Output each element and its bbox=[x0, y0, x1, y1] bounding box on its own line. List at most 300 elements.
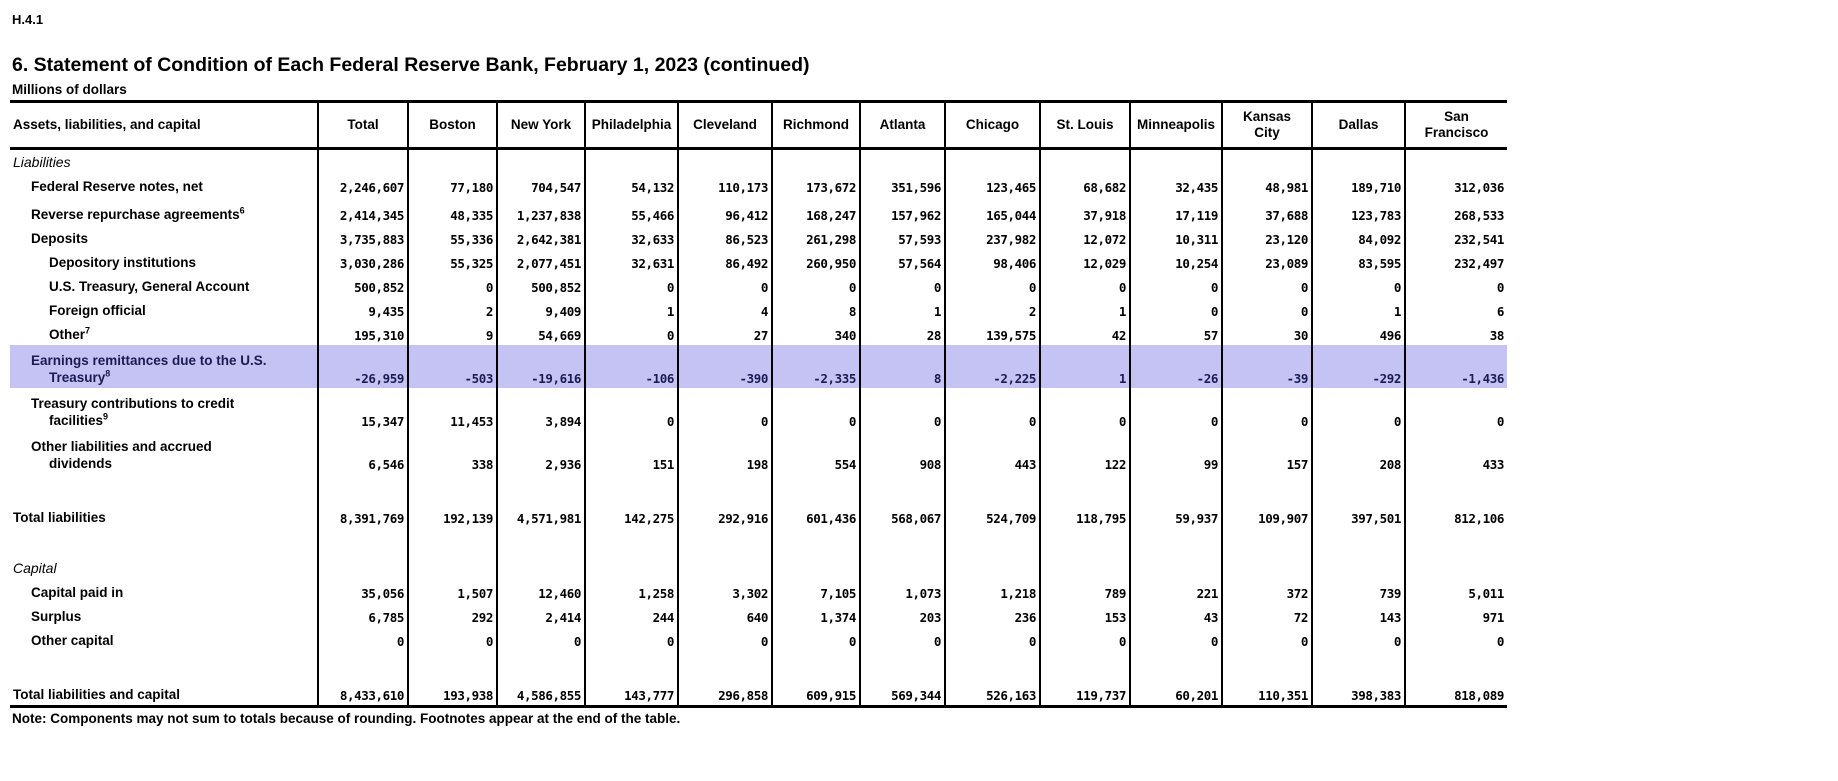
row-label bbox=[10, 474, 318, 502]
value-cell bbox=[945, 474, 1040, 502]
value-cell: 0 bbox=[585, 321, 678, 345]
value-cell bbox=[678, 474, 772, 502]
table-row bbox=[10, 474, 1507, 502]
value-cell bbox=[318, 651, 408, 679]
value-cell: 0 bbox=[1312, 388, 1405, 431]
column-header: New York bbox=[497, 102, 585, 149]
value-cell: 1,374 bbox=[772, 603, 860, 627]
value-cell: 0 bbox=[860, 627, 945, 651]
value-cell: 312,036 bbox=[1454, 180, 1504, 195]
value-cell: 157 bbox=[1222, 431, 1312, 474]
value-cell: 143 bbox=[1312, 603, 1405, 627]
value-cell bbox=[1040, 474, 1130, 502]
value-cell: 704,547 bbox=[497, 173, 585, 197]
value-cell: 123,465 bbox=[945, 173, 1040, 197]
value-cell: 1 bbox=[860, 297, 945, 321]
row-label: Treasury contributions to credit facilities$^9$ bbox=[10, 388, 318, 431]
value-cell: 57,564 bbox=[860, 249, 945, 273]
value-cell: 42 bbox=[1040, 321, 1130, 345]
value-cell: 57,593 bbox=[860, 225, 945, 249]
value-cell: 57 bbox=[1130, 321, 1222, 345]
value-cell: 8 bbox=[772, 297, 860, 321]
value-cell bbox=[1312, 474, 1405, 502]
value-cell: 292,916 bbox=[678, 502, 772, 528]
value-cell: 0 bbox=[1040, 388, 1130, 431]
value-cell bbox=[497, 149, 585, 174]
value-cell bbox=[408, 528, 497, 556]
value-cell: 1,258 bbox=[585, 579, 678, 603]
value-cell: 569,344 bbox=[860, 679, 945, 707]
value-cell bbox=[945, 556, 1040, 579]
value-cell bbox=[1312, 528, 1405, 556]
value-cell: 142,275 bbox=[585, 502, 678, 528]
column-header: St. Louis bbox=[1040, 102, 1130, 149]
value-cell: 17,119 bbox=[1130, 197, 1222, 225]
value-cell: 739 bbox=[1312, 579, 1405, 603]
value-cell bbox=[860, 474, 945, 502]
table-body bbox=[10, 149, 1507, 707]
value-cell: 789 bbox=[1040, 579, 1130, 603]
value-cell: 3,735,883 bbox=[318, 225, 408, 249]
value-cell bbox=[1405, 651, 1507, 679]
value-cell: 55,336 bbox=[408, 225, 497, 249]
value-cell: 0 bbox=[1130, 388, 1222, 431]
value-cell: 1 bbox=[1040, 345, 1130, 388]
value-cell: 524,709 bbox=[945, 502, 1040, 528]
value-cell bbox=[772, 149, 860, 174]
value-cell: 3,302 bbox=[678, 579, 772, 603]
value-cell: 397,501 bbox=[1312, 502, 1405, 528]
value-cell: 268,533 bbox=[1454, 208, 1504, 223]
value-cell bbox=[497, 651, 585, 679]
value-cell bbox=[497, 528, 585, 556]
value-cell: 143,777 bbox=[585, 679, 678, 707]
table-row bbox=[10, 528, 1507, 556]
value-cell: 0 bbox=[1312, 627, 1405, 651]
value-cell: 0 bbox=[945, 273, 1040, 297]
value-cell: 77,180 bbox=[408, 173, 497, 197]
value-cell bbox=[678, 556, 772, 579]
value-cell: -26 bbox=[1130, 345, 1222, 388]
value-cell: 118,795 bbox=[1040, 502, 1130, 528]
value-cell: 59,937 bbox=[1130, 502, 1222, 528]
value-cell: 0 bbox=[1130, 273, 1222, 297]
footnote-marker: 7 bbox=[85, 325, 91, 336]
highlighted-row bbox=[10, 345, 1507, 388]
value-cell bbox=[1222, 474, 1312, 502]
value-cell: 601,436 bbox=[772, 502, 860, 528]
value-cell: 4,571,981 bbox=[497, 502, 585, 528]
footnote-marker: 9 bbox=[103, 411, 109, 422]
value-cell: 568,067 bbox=[860, 502, 945, 528]
row-label: Liabilities bbox=[10, 149, 318, 174]
value-cell: 7,105 bbox=[772, 579, 860, 603]
value-cell: 0 bbox=[772, 627, 860, 651]
value-cell bbox=[1405, 556, 1507, 579]
value-cell: 398,383 bbox=[1312, 679, 1405, 707]
value-cell: 244 bbox=[585, 603, 678, 627]
value-cell: 12,460 bbox=[497, 579, 585, 603]
table-row bbox=[10, 249, 1507, 273]
value-cell: 0 bbox=[1222, 297, 1312, 321]
value-cell: 1 bbox=[585, 297, 678, 321]
value-cell bbox=[585, 528, 678, 556]
value-cell: 192,139 bbox=[408, 502, 497, 528]
value-cell: 9,409 bbox=[497, 297, 585, 321]
table-row bbox=[10, 502, 1507, 528]
value-cell bbox=[1040, 556, 1130, 579]
value-cell bbox=[497, 474, 585, 502]
value-cell: 0 bbox=[1222, 273, 1312, 297]
value-cell: 2,414 bbox=[497, 603, 585, 627]
value-cell: 12,072 bbox=[1040, 225, 1130, 249]
value-cell: 2,246,607 bbox=[318, 173, 408, 197]
row-label: Other liabilities and accrued dividends bbox=[10, 431, 318, 474]
value-cell: 208 bbox=[1312, 431, 1405, 474]
value-cell: 296,858 bbox=[678, 679, 772, 707]
header-row bbox=[10, 102, 1507, 149]
value-cell: 0 bbox=[1130, 627, 1222, 651]
value-cell: 260,950 bbox=[772, 249, 860, 273]
value-cell: 0 bbox=[585, 388, 678, 431]
table-row bbox=[10, 273, 1507, 297]
value-cell: 236 bbox=[945, 603, 1040, 627]
table-row bbox=[10, 173, 1507, 197]
value-cell: 38 bbox=[1489, 328, 1504, 343]
value-cell: 0 bbox=[772, 273, 860, 297]
value-cell: 6,785 bbox=[318, 603, 408, 627]
value-cell: 55,325 bbox=[408, 249, 497, 273]
row-label: Reverse repurchase agreements$^6$ bbox=[10, 197, 318, 225]
row-label: Earnings remittances due to the U.S. Treasury$^8$ bbox=[10, 345, 318, 388]
value-cell: 443 bbox=[945, 431, 1040, 474]
statement-table bbox=[10, 100, 1507, 708]
value-cell: 500,852 bbox=[497, 273, 585, 297]
value-cell: 0 bbox=[860, 388, 945, 431]
value-cell: 32,435 bbox=[1130, 173, 1222, 197]
value-cell: 193,938 bbox=[408, 679, 497, 707]
value-cell: 43 bbox=[1130, 603, 1222, 627]
value-cell bbox=[1405, 528, 1507, 556]
value-cell: 195,310 bbox=[318, 321, 408, 345]
value-cell bbox=[678, 651, 772, 679]
table-row bbox=[10, 556, 1507, 579]
value-cell: 526,163 bbox=[945, 679, 1040, 707]
value-cell: 32,631 bbox=[585, 249, 678, 273]
column-header: Dallas bbox=[1312, 102, 1405, 149]
value-cell: 0 bbox=[945, 627, 1040, 651]
value-cell bbox=[1222, 528, 1312, 556]
value-cell: 123,783 bbox=[1312, 197, 1405, 225]
value-cell: 609,915 bbox=[772, 679, 860, 707]
value-cell: 2,642,381 bbox=[497, 225, 585, 249]
value-cell bbox=[585, 474, 678, 502]
value-cell: 237,982 bbox=[945, 225, 1040, 249]
footnote-marker: 6 bbox=[239, 205, 245, 216]
value-cell: 812,106 bbox=[1454, 511, 1504, 526]
value-cell: 0 bbox=[408, 627, 497, 651]
value-cell: 98,406 bbox=[945, 249, 1040, 273]
value-cell: 139,575 bbox=[945, 321, 1040, 345]
value-cell: 157,962 bbox=[860, 197, 945, 225]
row-label: Capital paid in bbox=[10, 579, 318, 603]
row-label: Surplus bbox=[10, 603, 318, 627]
value-cell: 27 bbox=[678, 321, 772, 345]
value-cell bbox=[1222, 651, 1312, 679]
table-row bbox=[10, 388, 1507, 431]
value-cell: 54,669 bbox=[497, 321, 585, 345]
value-cell: 351,596 bbox=[860, 173, 945, 197]
value-cell: 151 bbox=[585, 431, 678, 474]
table-row bbox=[10, 679, 1507, 707]
value-cell: 84,092 bbox=[1312, 225, 1405, 249]
value-cell: 0 bbox=[678, 273, 772, 297]
value-cell: 372 bbox=[1222, 579, 1312, 603]
value-cell: 340 bbox=[772, 321, 860, 345]
value-cell bbox=[678, 149, 772, 174]
value-cell: 83,595 bbox=[1312, 249, 1405, 273]
value-cell bbox=[318, 149, 408, 174]
value-cell bbox=[1130, 651, 1222, 679]
value-cell bbox=[860, 149, 945, 174]
value-cell: 0 bbox=[1040, 627, 1130, 651]
value-cell: 9,435 bbox=[318, 297, 408, 321]
footnote-marker: 8 bbox=[105, 368, 111, 379]
value-cell: -390 bbox=[678, 345, 772, 388]
value-cell: -2,225 bbox=[945, 345, 1040, 388]
value-cell: 640 bbox=[678, 603, 772, 627]
value-cell: 0 bbox=[497, 627, 585, 651]
value-cell: 0 bbox=[1040, 273, 1130, 297]
value-cell: 0 bbox=[1496, 280, 1504, 295]
page-title: 6. Statement of Condition of Each Federal Reserve Bank, February 1, 2023 (continued) bbox=[12, 54, 810, 76]
value-cell: 8,391,769 bbox=[318, 502, 408, 528]
value-cell: 23,089 bbox=[1222, 249, 1312, 273]
row-label bbox=[10, 528, 318, 556]
value-cell: 37,688 bbox=[1222, 197, 1312, 225]
value-cell bbox=[945, 651, 1040, 679]
value-cell bbox=[585, 651, 678, 679]
column-header: Kansas City bbox=[1222, 102, 1312, 149]
value-cell: 3,894 bbox=[497, 388, 585, 431]
row-label bbox=[10, 651, 318, 679]
value-cell: 9 bbox=[408, 321, 497, 345]
value-cell bbox=[860, 651, 945, 679]
value-cell: -292 bbox=[1312, 345, 1405, 388]
value-cell: -503 bbox=[408, 345, 497, 388]
value-cell: 971 bbox=[1482, 610, 1504, 625]
table-note: Note: Components may not sum to totals because of rounding. Footnotes appear at the end of the table. bbox=[12, 711, 681, 726]
value-cell: 0 bbox=[860, 273, 945, 297]
value-cell: 1,237,838 bbox=[497, 197, 585, 225]
column-header: Total bbox=[318, 102, 408, 149]
value-cell bbox=[585, 149, 678, 174]
value-cell bbox=[1130, 474, 1222, 502]
value-cell: 0 bbox=[678, 388, 772, 431]
value-cell: 6 bbox=[1496, 304, 1504, 319]
value-cell: 2,414,345 bbox=[318, 197, 408, 225]
value-cell: 12,029 bbox=[1040, 249, 1130, 273]
value-cell: -26,959 bbox=[318, 345, 408, 388]
column-header: Cleveland bbox=[678, 102, 772, 149]
value-cell: 153 bbox=[1040, 603, 1130, 627]
value-cell bbox=[1040, 528, 1130, 556]
value-cell: 86,492 bbox=[678, 249, 772, 273]
value-cell: 10,311 bbox=[1130, 225, 1222, 249]
column-header: Boston bbox=[408, 102, 497, 149]
value-cell: 168,247 bbox=[772, 197, 860, 225]
value-cell bbox=[678, 528, 772, 556]
row-label: Other capital bbox=[10, 627, 318, 651]
value-cell bbox=[860, 556, 945, 579]
table-row bbox=[10, 225, 1507, 249]
value-cell: 122 bbox=[1040, 431, 1130, 474]
value-cell: 0 bbox=[1222, 627, 1312, 651]
row-label: Total liabilities bbox=[10, 502, 318, 528]
column-header: Richmond bbox=[772, 102, 860, 149]
value-cell: 86,523 bbox=[678, 225, 772, 249]
table-row bbox=[10, 603, 1507, 627]
value-cell bbox=[1312, 651, 1405, 679]
value-cell bbox=[945, 528, 1040, 556]
value-cell: 0 bbox=[678, 627, 772, 651]
value-cell: 1,073 bbox=[860, 579, 945, 603]
value-cell: -106 bbox=[585, 345, 678, 388]
value-cell: 35,056 bbox=[318, 579, 408, 603]
row-label: Foreign official bbox=[10, 297, 318, 321]
value-cell: 203 bbox=[860, 603, 945, 627]
value-cell bbox=[1405, 149, 1507, 174]
value-cell bbox=[772, 528, 860, 556]
value-cell bbox=[318, 528, 408, 556]
value-cell: 189,710 bbox=[1312, 173, 1405, 197]
value-cell: 221 bbox=[1130, 579, 1222, 603]
value-cell: 109,907 bbox=[1222, 502, 1312, 528]
value-cell: 0 bbox=[585, 273, 678, 297]
value-cell bbox=[408, 474, 497, 502]
column-header: San Francisco bbox=[1405, 102, 1507, 149]
value-cell: 232,497 bbox=[1454, 256, 1504, 271]
value-cell bbox=[318, 474, 408, 502]
value-cell bbox=[318, 556, 408, 579]
value-cell: 8 bbox=[860, 345, 945, 388]
value-cell bbox=[945, 149, 1040, 174]
value-cell: 54,132 bbox=[585, 173, 678, 197]
value-cell: 96,412 bbox=[678, 197, 772, 225]
value-cell: 198 bbox=[678, 431, 772, 474]
value-cell: 4,586,855 bbox=[497, 679, 585, 707]
value-cell: 0 bbox=[1312, 273, 1405, 297]
value-cell: -2,335 bbox=[772, 345, 860, 388]
row-label: Deposits bbox=[10, 225, 318, 249]
table-row bbox=[10, 321, 1507, 345]
value-cell: 55,466 bbox=[585, 197, 678, 225]
value-cell: 48,981 bbox=[1222, 173, 1312, 197]
table-row bbox=[10, 579, 1507, 603]
value-cell: 2,936 bbox=[497, 431, 585, 474]
value-cell: 37,918 bbox=[1040, 197, 1130, 225]
value-cell: 99 bbox=[1130, 431, 1222, 474]
value-cell: 110,351 bbox=[1222, 679, 1312, 707]
value-cell: 908 bbox=[860, 431, 945, 474]
corner-header: Assets, liabilities, and capital bbox=[10, 102, 318, 149]
value-cell bbox=[1040, 651, 1130, 679]
value-cell bbox=[772, 651, 860, 679]
value-cell: 0 bbox=[772, 388, 860, 431]
column-header: Philadelphia bbox=[585, 102, 678, 149]
value-cell bbox=[860, 528, 945, 556]
value-cell: 500,852 bbox=[318, 273, 408, 297]
column-header: Minneapolis bbox=[1130, 102, 1222, 149]
value-cell: 60,201 bbox=[1130, 679, 1222, 707]
value-cell bbox=[1222, 556, 1312, 579]
value-cell: 72 bbox=[1222, 603, 1312, 627]
value-cell: 15,347 bbox=[318, 388, 408, 431]
value-cell: 1 bbox=[1040, 297, 1130, 321]
value-cell bbox=[408, 556, 497, 579]
value-cell: 554 bbox=[772, 431, 860, 474]
value-cell: 338 bbox=[408, 431, 497, 474]
value-cell: 165,044 bbox=[945, 197, 1040, 225]
value-cell bbox=[1405, 474, 1507, 502]
value-cell: 1 bbox=[1312, 297, 1405, 321]
value-cell: 173,672 bbox=[772, 173, 860, 197]
value-cell: 292 bbox=[408, 603, 497, 627]
value-cell bbox=[585, 556, 678, 579]
value-cell: 0 bbox=[945, 388, 1040, 431]
value-cell: 433 bbox=[1482, 457, 1504, 472]
value-cell: 48,335 bbox=[408, 197, 497, 225]
value-cell bbox=[408, 149, 497, 174]
value-cell: 1,218 bbox=[945, 579, 1040, 603]
row-label: Total liabilities and capital bbox=[10, 679, 318, 707]
value-cell: 8,433,610 bbox=[318, 679, 408, 707]
value-cell: 2 bbox=[945, 297, 1040, 321]
value-cell: -19,616 bbox=[497, 345, 585, 388]
value-cell bbox=[408, 651, 497, 679]
value-cell: 232,541 bbox=[1454, 232, 1504, 247]
value-cell bbox=[1130, 556, 1222, 579]
value-cell: 0 bbox=[585, 627, 678, 651]
value-cell: 0 bbox=[1496, 414, 1504, 429]
value-cell: 30 bbox=[1222, 321, 1312, 345]
row-label: Capital bbox=[10, 556, 318, 579]
value-cell: 0 bbox=[1222, 388, 1312, 431]
value-cell: 4 bbox=[678, 297, 772, 321]
value-cell: 10,254 bbox=[1130, 249, 1222, 273]
value-cell bbox=[497, 556, 585, 579]
table-row bbox=[10, 651, 1507, 679]
value-cell: 32,633 bbox=[585, 225, 678, 249]
value-cell: 5,011 bbox=[1468, 586, 1504, 601]
table-row bbox=[10, 197, 1507, 225]
row-label: U.S. Treasury, General Account bbox=[10, 273, 318, 297]
table-row bbox=[10, 431, 1507, 474]
value-cell bbox=[772, 474, 860, 502]
value-cell: 6,546 bbox=[318, 431, 408, 474]
row-label: Other$^7$ bbox=[10, 321, 318, 345]
table-row bbox=[10, 297, 1507, 321]
value-cell: 1,507 bbox=[408, 579, 497, 603]
column-header: Atlanta bbox=[860, 102, 945, 149]
value-cell bbox=[1312, 556, 1405, 579]
value-cell: 0 bbox=[318, 627, 408, 651]
value-cell: -39 bbox=[1222, 345, 1312, 388]
value-cell bbox=[1222, 149, 1312, 174]
row-label: Federal Reserve notes, net bbox=[10, 173, 318, 197]
value-cell: 2 bbox=[408, 297, 497, 321]
report-code: H.4.1 bbox=[12, 12, 44, 27]
